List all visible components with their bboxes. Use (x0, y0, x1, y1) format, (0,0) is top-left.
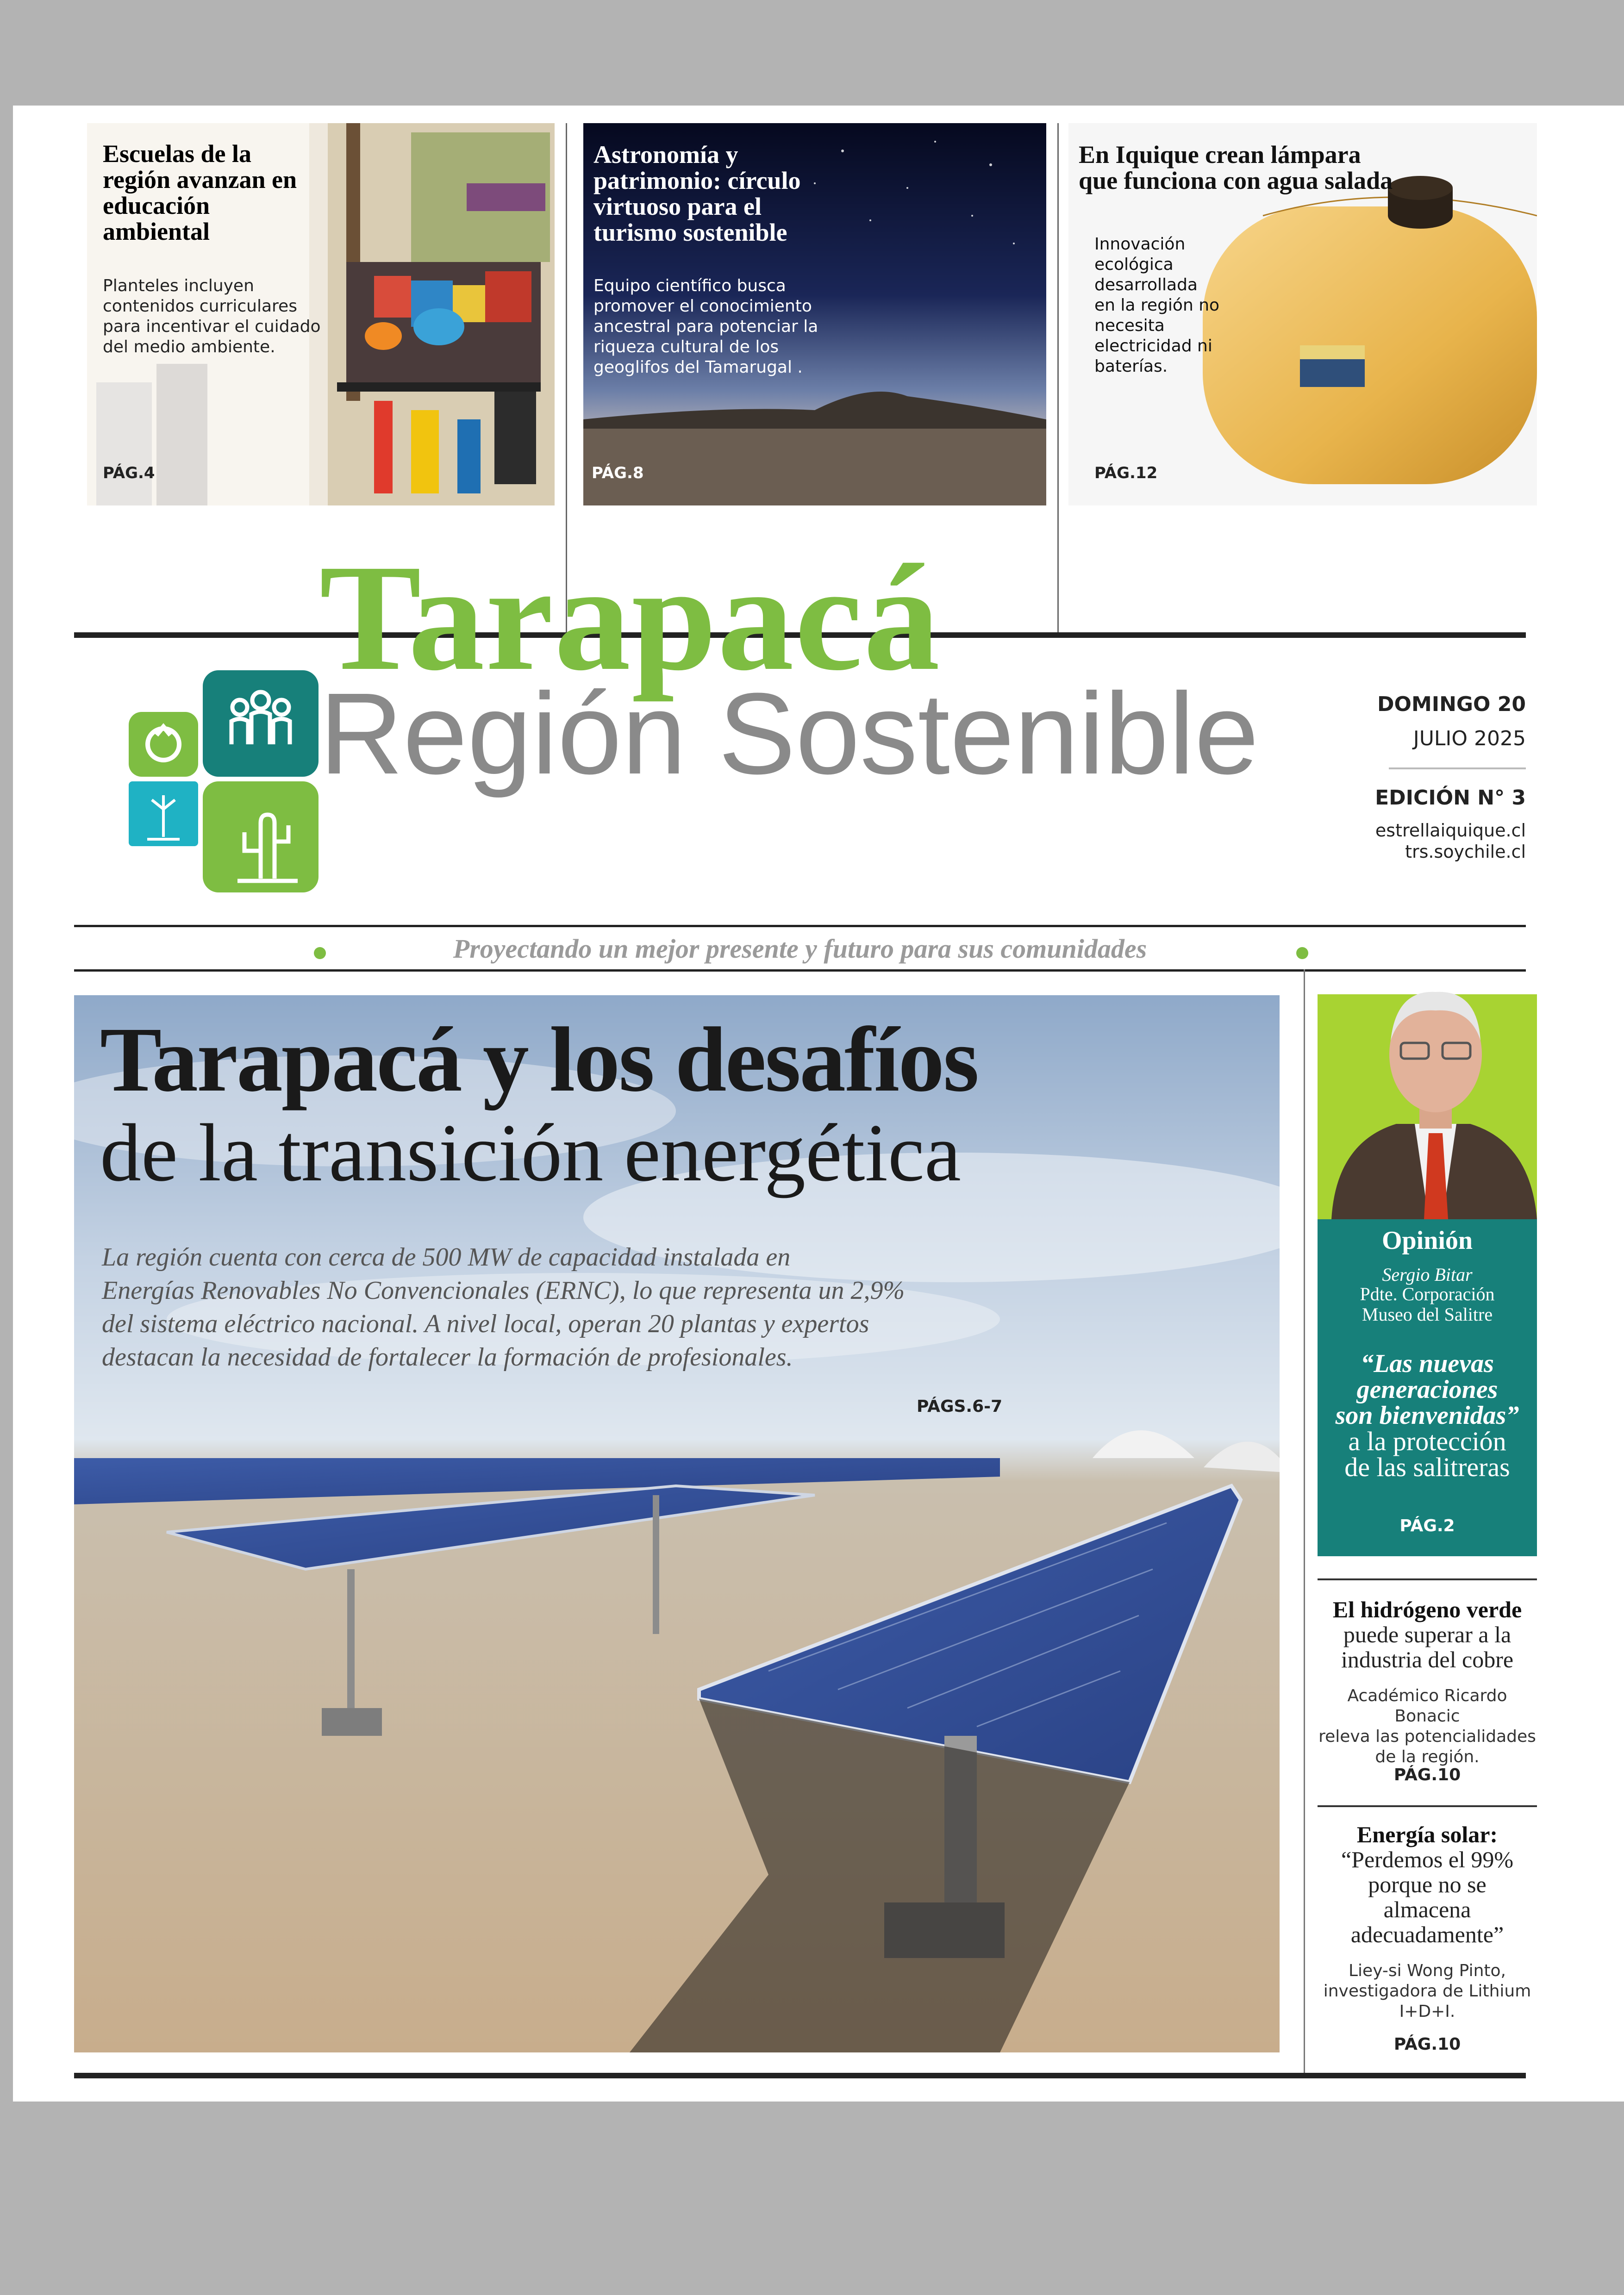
teaser-lamp[interactable] (1068, 123, 1537, 505)
people-icon-tile (203, 670, 319, 777)
lead-page: PÁGS.6-7 (917, 1397, 1003, 1416)
teaser-lamp-headline-1: En Iquique crean lámpara (1079, 141, 1361, 168)
brand-logo (129, 670, 319, 892)
page-bottom-rule (74, 2073, 1526, 2078)
date-divider (1389, 767, 1526, 769)
author-portrait (1331, 948, 1537, 1219)
teaser-lamp-headline-2: que funciona con agua salada (1079, 167, 1393, 194)
lead-headline-bold: Tarapacá y los desafíos (100, 1009, 978, 1111)
teaser-schools-headline-1: Escuelas de la (103, 140, 252, 168)
lead-summary-line-1: La región cuenta con cerca de 500 MW de capacidad instalada en (102, 1243, 791, 1272)
teaser-lamp-sub-7: baterías. (1094, 357, 1168, 376)
website-link-1[interactable]: estrellaiquique.cl (1375, 820, 1526, 841)
brief-solar-headline-bold: Energía solar: (1356, 1821, 1498, 1847)
brief-solar-sub-2: investigadora de Lithium (1323, 1982, 1531, 2001)
slogan-top-rule (74, 925, 1526, 927)
brief-hydrogen-page: PÁG.10 (1393, 1765, 1461, 1784)
teaser-astronomy-headline-3: virtuoso para el (593, 193, 762, 220)
opinion-quote-3: son bienvenidas” (1335, 1401, 1519, 1430)
column-divider (1057, 123, 1059, 632)
lead-story[interactable] (74, 995, 1280, 2052)
sidebar-rule (1318, 1578, 1537, 1580)
opinion-quote-4: a la protección (1348, 1426, 1506, 1456)
teaser-schools-headline-2: región avanzan en (103, 166, 297, 193)
teaser-astronomy-headline-1: Astronomía y (593, 141, 738, 168)
teaser-astronomy-sub-2: promover el conocimiento (593, 297, 812, 316)
teaser-lamp-sub-4: en la región no (1094, 296, 1220, 315)
edition-number: EDICIÓN N° 3 (1375, 786, 1526, 810)
date-month-year: JULIO 2025 (1413, 727, 1526, 750)
column-divider (1304, 969, 1305, 2076)
teaser-schools-sub-4: del medio ambiente. (103, 337, 275, 356)
opinion-role-2: Museo del Salitre (1362, 1304, 1493, 1325)
opinion-box[interactable] (1318, 994, 1537, 1556)
slogan-bottom-rule (74, 969, 1526, 972)
lead-summary-line-4: destacan la necesidad de fortalecer la formación de profesionales. (102, 1343, 793, 1372)
brief-solar-headline-5: adecuadamente” (1350, 1921, 1504, 1947)
teaser-astronomy-sub-5: geoglifos del Tamarugal . (593, 358, 803, 377)
brief-hydrogen-sub-3: de la región. (1375, 1747, 1480, 1766)
lead-summary-line-3: del sistema eléctrico nacional. A nivel local, operan 20 plantas y expertos (102, 1310, 869, 1338)
brief-hydrogen-sub-1: Académico Ricardo Bonacic (1347, 1686, 1507, 1726)
teaser-astronomy-headline-2: patrimonio: círculo (593, 167, 801, 194)
teaser-schools-sub-1: Planteles incluyen (103, 276, 254, 295)
bullet-dot-icon (1296, 947, 1308, 959)
opinion-page: PÁG.2 (1399, 1516, 1455, 1535)
opinion-author: Sergio Bitar (1382, 1264, 1473, 1285)
teaser-astronomy-sub-4: riqueza cultural de los (593, 337, 779, 356)
teaser-schools-headline-3: educación (103, 192, 210, 219)
brief-solar-headline-2: “Perdemos el 99% (1341, 1846, 1514, 1872)
opinion-quote-5: de las salitreras (1344, 1452, 1510, 1482)
teaser-astronomy-sub-3: ancestral para potenciar la (593, 317, 818, 336)
brief-solar-headline-3: porque no se (1368, 1871, 1487, 1897)
teaser-schools[interactable] (87, 123, 555, 505)
website-link-2[interactable]: trs.soychile.cl (1405, 842, 1526, 862)
teaser-lamp-sub-1: Innovación (1094, 235, 1186, 254)
teaser-astronomy[interactable] (583, 123, 1046, 505)
brief-hydrogen-headline-bold: El hidrógeno verde (1332, 1597, 1522, 1622)
masthead-subtitle: Región Sostenible (319, 669, 1259, 798)
teaser-schools-headline-4: ambiental (103, 218, 210, 245)
teaser-lamp-sub-2: ecológica (1094, 255, 1174, 274)
opinion-role-1: Pdte. Corporación (1360, 1284, 1495, 1304)
teaser-lamp-sub-6: electricidad ni (1094, 337, 1212, 355)
teaser-astronomy-page: PÁG.8 (592, 464, 644, 482)
teaser-schools-sub-2: contenidos curriculares (103, 297, 297, 316)
sidebar-rule (1318, 1805, 1537, 1807)
teaser-schools-sub-3: para incentivar el cuidado (103, 317, 321, 336)
teaser-astronomy-sub-1: Equipo científico busca (593, 276, 786, 295)
brief-hydrogen-headline-3: industria del cobre (1341, 1646, 1514, 1672)
teaser-lamp-sub-5: necesita (1094, 316, 1165, 335)
brief-solar-sub-3: I+D+I. (1399, 2002, 1455, 2021)
slogan: Proyectando un mejor presente y futuro para sus comunidades (453, 934, 1147, 964)
brief-solar-page: PÁG.10 (1393, 2035, 1461, 2054)
brief-hydrogen-sub-2: releva las potencialidades (1318, 1727, 1536, 1746)
opinion-section-label: Opinión (1381, 1226, 1473, 1255)
opinion-quote-2: generaciones (1356, 1375, 1498, 1404)
opinion-quote-1: “Las nuevas (1361, 1349, 1494, 1378)
teaser-lamp-page: PÁG.12 (1094, 464, 1158, 482)
brief-hydrogen-headline-2: puede superar a la (1343, 1621, 1512, 1647)
lead-summary-line-2: Energías Renovables No Convencionales (ERNC), lo que representa un 2,9% (102, 1276, 905, 1305)
masthead-title: Tarapacá (319, 533, 941, 702)
brief-solar-headline-4: almacena (1383, 1896, 1471, 1922)
teaser-astronomy-headline-4: turismo sostenible (593, 218, 787, 246)
brief-solar-sub-1: Liey-si Wong Pinto, (1348, 1961, 1506, 1980)
teaser-schools-page: PÁG.4 (103, 464, 155, 482)
date-weekday: DOMINGO 20 (1377, 692, 1526, 716)
lead-headline-regular: de la transición energética (100, 1107, 961, 1198)
teaser-lamp-sub-3: desarrollada (1094, 275, 1198, 294)
